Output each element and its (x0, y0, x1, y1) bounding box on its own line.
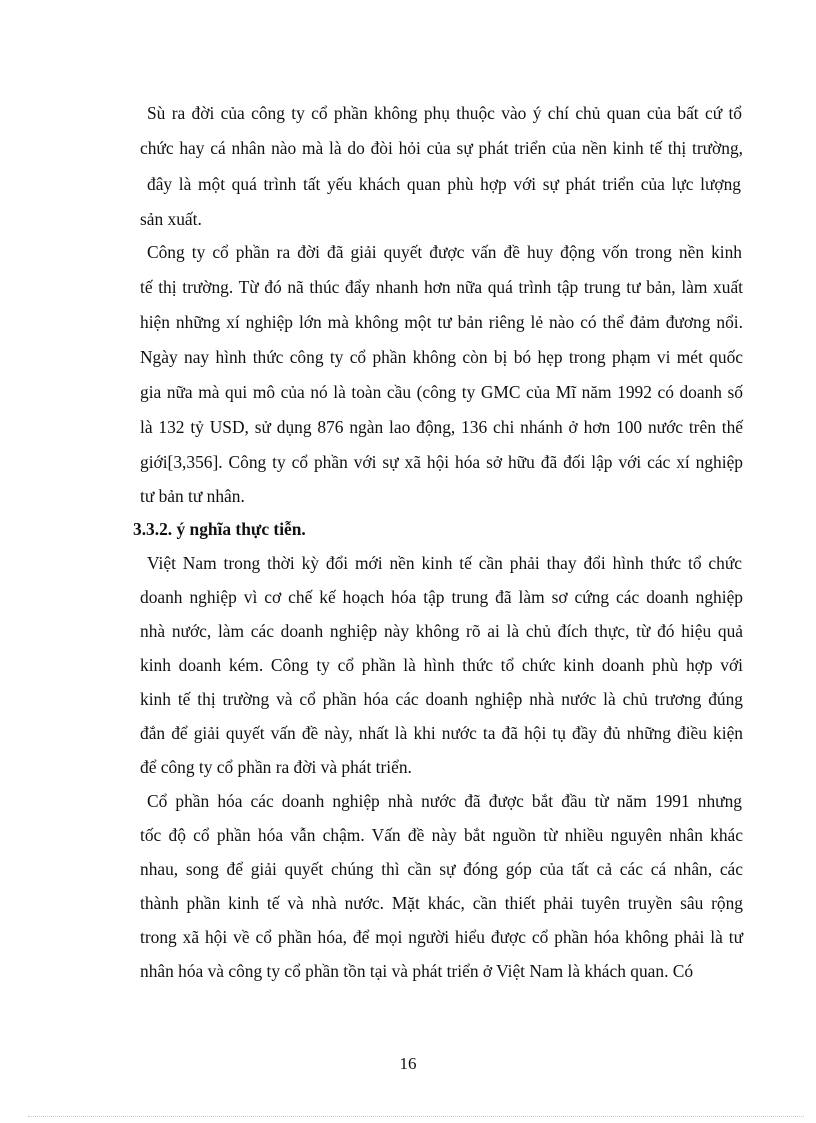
paragraph-3-line-4: kinh doanh kém. Công ty cổ phần là hình thức tổ chức kinh doanh phù hợp với (140, 655, 743, 675)
section-heading: 3.3.2. ý nghĩa thực tiễn. (133, 519, 306, 539)
paragraph-4-line-2: tốc độ cổ phần hóa vẫn chậm. Vấn đề này bắt nguồn từ nhiều nguyên nhân khác (140, 825, 743, 845)
paragraph-4-line-1: Cổ phần hóa các doanh nghiệp nhà nước đã được bắt đầu từ năm 1991 nhưng (147, 791, 742, 811)
page-number: 16 (399, 1054, 417, 1073)
paragraph-3-line-7: để công ty cổ phần ra đời và phát triển. (140, 757, 412, 777)
paragraph-2-line-6: là 132 tỷ USD, sử dụng 876 ngàn lao động, 136 chi nhánh ở hơn 100 nước trên thế (140, 417, 743, 437)
paragraph-4-line-6: nhân hóa và công ty cổ phần tồn tại và phát triển ở Việt Nam là khách quan. Có (140, 961, 694, 981)
paragraph-2-line-1: Công ty cổ phần ra đời đã giải quyết được vấn đề huy động vốn trong nền kinh (147, 242, 742, 262)
paragraph-1-line-3: đây là một quá trình tất yếu khách quan phù hợp với sự phát triển của lực lượng (147, 174, 741, 194)
paragraph-4-line-5: trong xã hội về cổ phần hóa, để mọi người hiểu được cổ phần hóa không phải là tư (140, 927, 743, 947)
paragraph-2-line-2: tế thị trường. Từ đó nã thúc đẩy nhanh hơn nữa quá trình tập trung tư bản, làm xuất (140, 277, 743, 297)
paragraph-1-line-4: sản xuất. (140, 209, 202, 229)
page-bottom-divider (28, 1116, 804, 1117)
paragraph-2-line-4: Ngày nay hình thức công ty cổ phần không còn bị bó hẹp trong phạm vi mét quốc (140, 347, 743, 367)
paragraph-1-line-1: Sù ra đời của công ty cổ phần không phụ thuộc vào ý chí chủ quan của bất cứ tổ (147, 103, 742, 123)
paragraph-2-line-8: tư bản tư nhân. (140, 486, 245, 506)
paragraph-3-line-6: đắn để giải quyết vấn đề này, nhất là khi nước ta đã hội tụ đầy đủ những điều kiện (140, 723, 743, 743)
paragraph-2-line-5: gia nữa mà qui mô của nó là toàn cầu (công ty GMC của Mĩ năm 1992 có doanh số (140, 382, 743, 402)
paragraph-3-line-5: kinh tế thị trường và cổ phần hóa các doanh nghiệp nhà nước là chủ trương đúng (140, 689, 743, 709)
paragraph-4-line-4: thành phần kinh tế và nhà nước. Mặt khác, cần thiết phải tuyên truyền sâu rộng (140, 893, 743, 913)
paragraph-2-line-7: giới[3,356]. Công ty cổ phần với sự xã hội hóa sở hữu đã đối lập với các xí nghiệp (140, 452, 743, 472)
paragraph-1-line-2: chức hay cá nhân nào mà là do đòi hỏi của sự phát triển của nền kinh tế thị trường, (140, 138, 743, 158)
paragraph-3-line-2: doanh nghiệp vì cơ chế kế hoạch hóa tập trung đã làm sơ cứng các doanh nghiệp (140, 587, 743, 607)
paragraph-4-line-3: nhau, song để giải quyết chúng thì cần sự đóng góp của tất cả các cá nhân, các (140, 859, 743, 879)
paragraph-3-line-3: nhà nước, làm các doanh nghiệp này không rõ ai là chủ đích thực, từ đó hiệu quả (140, 621, 743, 641)
paragraph-2-line-3: hiện những xí nghiệp lớn mà không một tư bản riêng lẻ nào có thể đảm đương nổi. (140, 312, 743, 332)
paragraph-3-line-1: Việt Nam trong thời kỳ đổi mới nền kinh tế cần phải thay đổi hình thức tổ chức (147, 553, 742, 573)
